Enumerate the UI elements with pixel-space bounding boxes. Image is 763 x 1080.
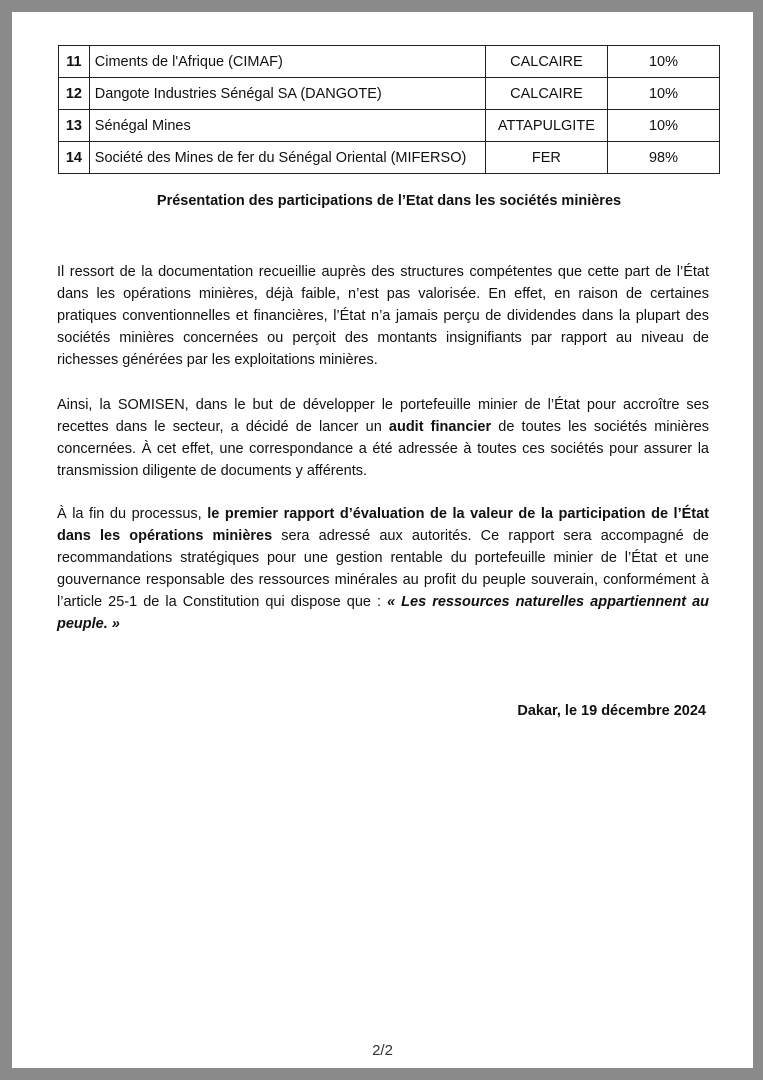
table-row (59, 46, 720, 78)
company-name: Dangote Industries Sénégal SA (DANGOTE) (89, 78, 485, 110)
document-page (12, 12, 753, 1068)
state-share: 10% (608, 78, 720, 110)
page-number: 2/2 (372, 1042, 393, 1059)
paragraph-3 (57, 503, 709, 635)
company-name: Sénégal Mines (89, 110, 485, 142)
paragraph-2-text: Ainsi, la SOMISEN, dans le but de développer le portefeuille minier de l’État pour accroître ses recettes dans le secteur, a décidé de lancer un (57, 397, 709, 435)
company-name: Ciments de l'Afrique (CIMAF) (89, 46, 485, 78)
company-name: Société des Mines de fer du Sénégal Oriental (MIFERSO) (89, 142, 485, 174)
state-share: 98% (608, 142, 720, 174)
paragraph-3-text-middle: sera adressé aux autorités. Ce rapport sera accompagné de recommandations stratégiques pour une gestion rentable du portefeuille minier de l’État et une gouvernance responsable des ressources minérales au profit du peuple souverain, conformément à l’article 25-1 de la Constitution qui dispose que : (57, 528, 709, 610)
row-number: 13 (59, 110, 90, 142)
state-share: 10% (608, 110, 720, 142)
paragraph-2 (57, 394, 709, 482)
paragraph-2-text-end: de toutes les sociétés minières concernées. À cet effet, une correspondance a été adressée à toutes ces sociétés pour assurer la transmission diligente de documents y afférents. (57, 419, 709, 479)
row-number: 12 (59, 78, 90, 110)
substance: CALCAIRE (485, 78, 607, 110)
table-row (59, 78, 720, 110)
state-share: 10% (608, 46, 720, 78)
substance: ATTAPULGITE (485, 110, 607, 142)
table-row (59, 142, 720, 174)
substance: CALCAIRE (485, 46, 607, 78)
mining-companies-table (58, 45, 720, 174)
row-number: 14 (59, 142, 90, 174)
table-caption: Présentation des participations de l’Etat dans les sociétés minières (156, 193, 622, 209)
row-number: 11 (59, 46, 90, 78)
substance: FER (485, 142, 607, 174)
paragraph-3-text: À la fin du processus, (57, 506, 208, 522)
paragraph-1: Il ressort de la documentation recueillie auprès des structures compétentes que cette part de l’État dans les opérations minières, déjà faible, n’est pas valorisée. En effet, en raison de certaines pratiques conventionnelles et financières, l’État n’a jamais perçu de dividendes dans la plupart des sociétés minières concernées ou perçoit des montants insignifiants par rapport au niveau de richesses générées par les exploitations minières. (57, 264, 709, 368)
dateline: Dakar, le 19 décembre 2024 (517, 703, 706, 719)
paragraph-3-emphasis: le premier rapport d’évaluation de la valeur de la participation de l’État dans les opérations minières (57, 506, 709, 544)
table-row (59, 110, 720, 142)
paragraph-2-emphasis: audit financier (388, 419, 492, 435)
constitution-quote: « Les ressources naturelles appartiennent au peuple. » (57, 594, 709, 632)
